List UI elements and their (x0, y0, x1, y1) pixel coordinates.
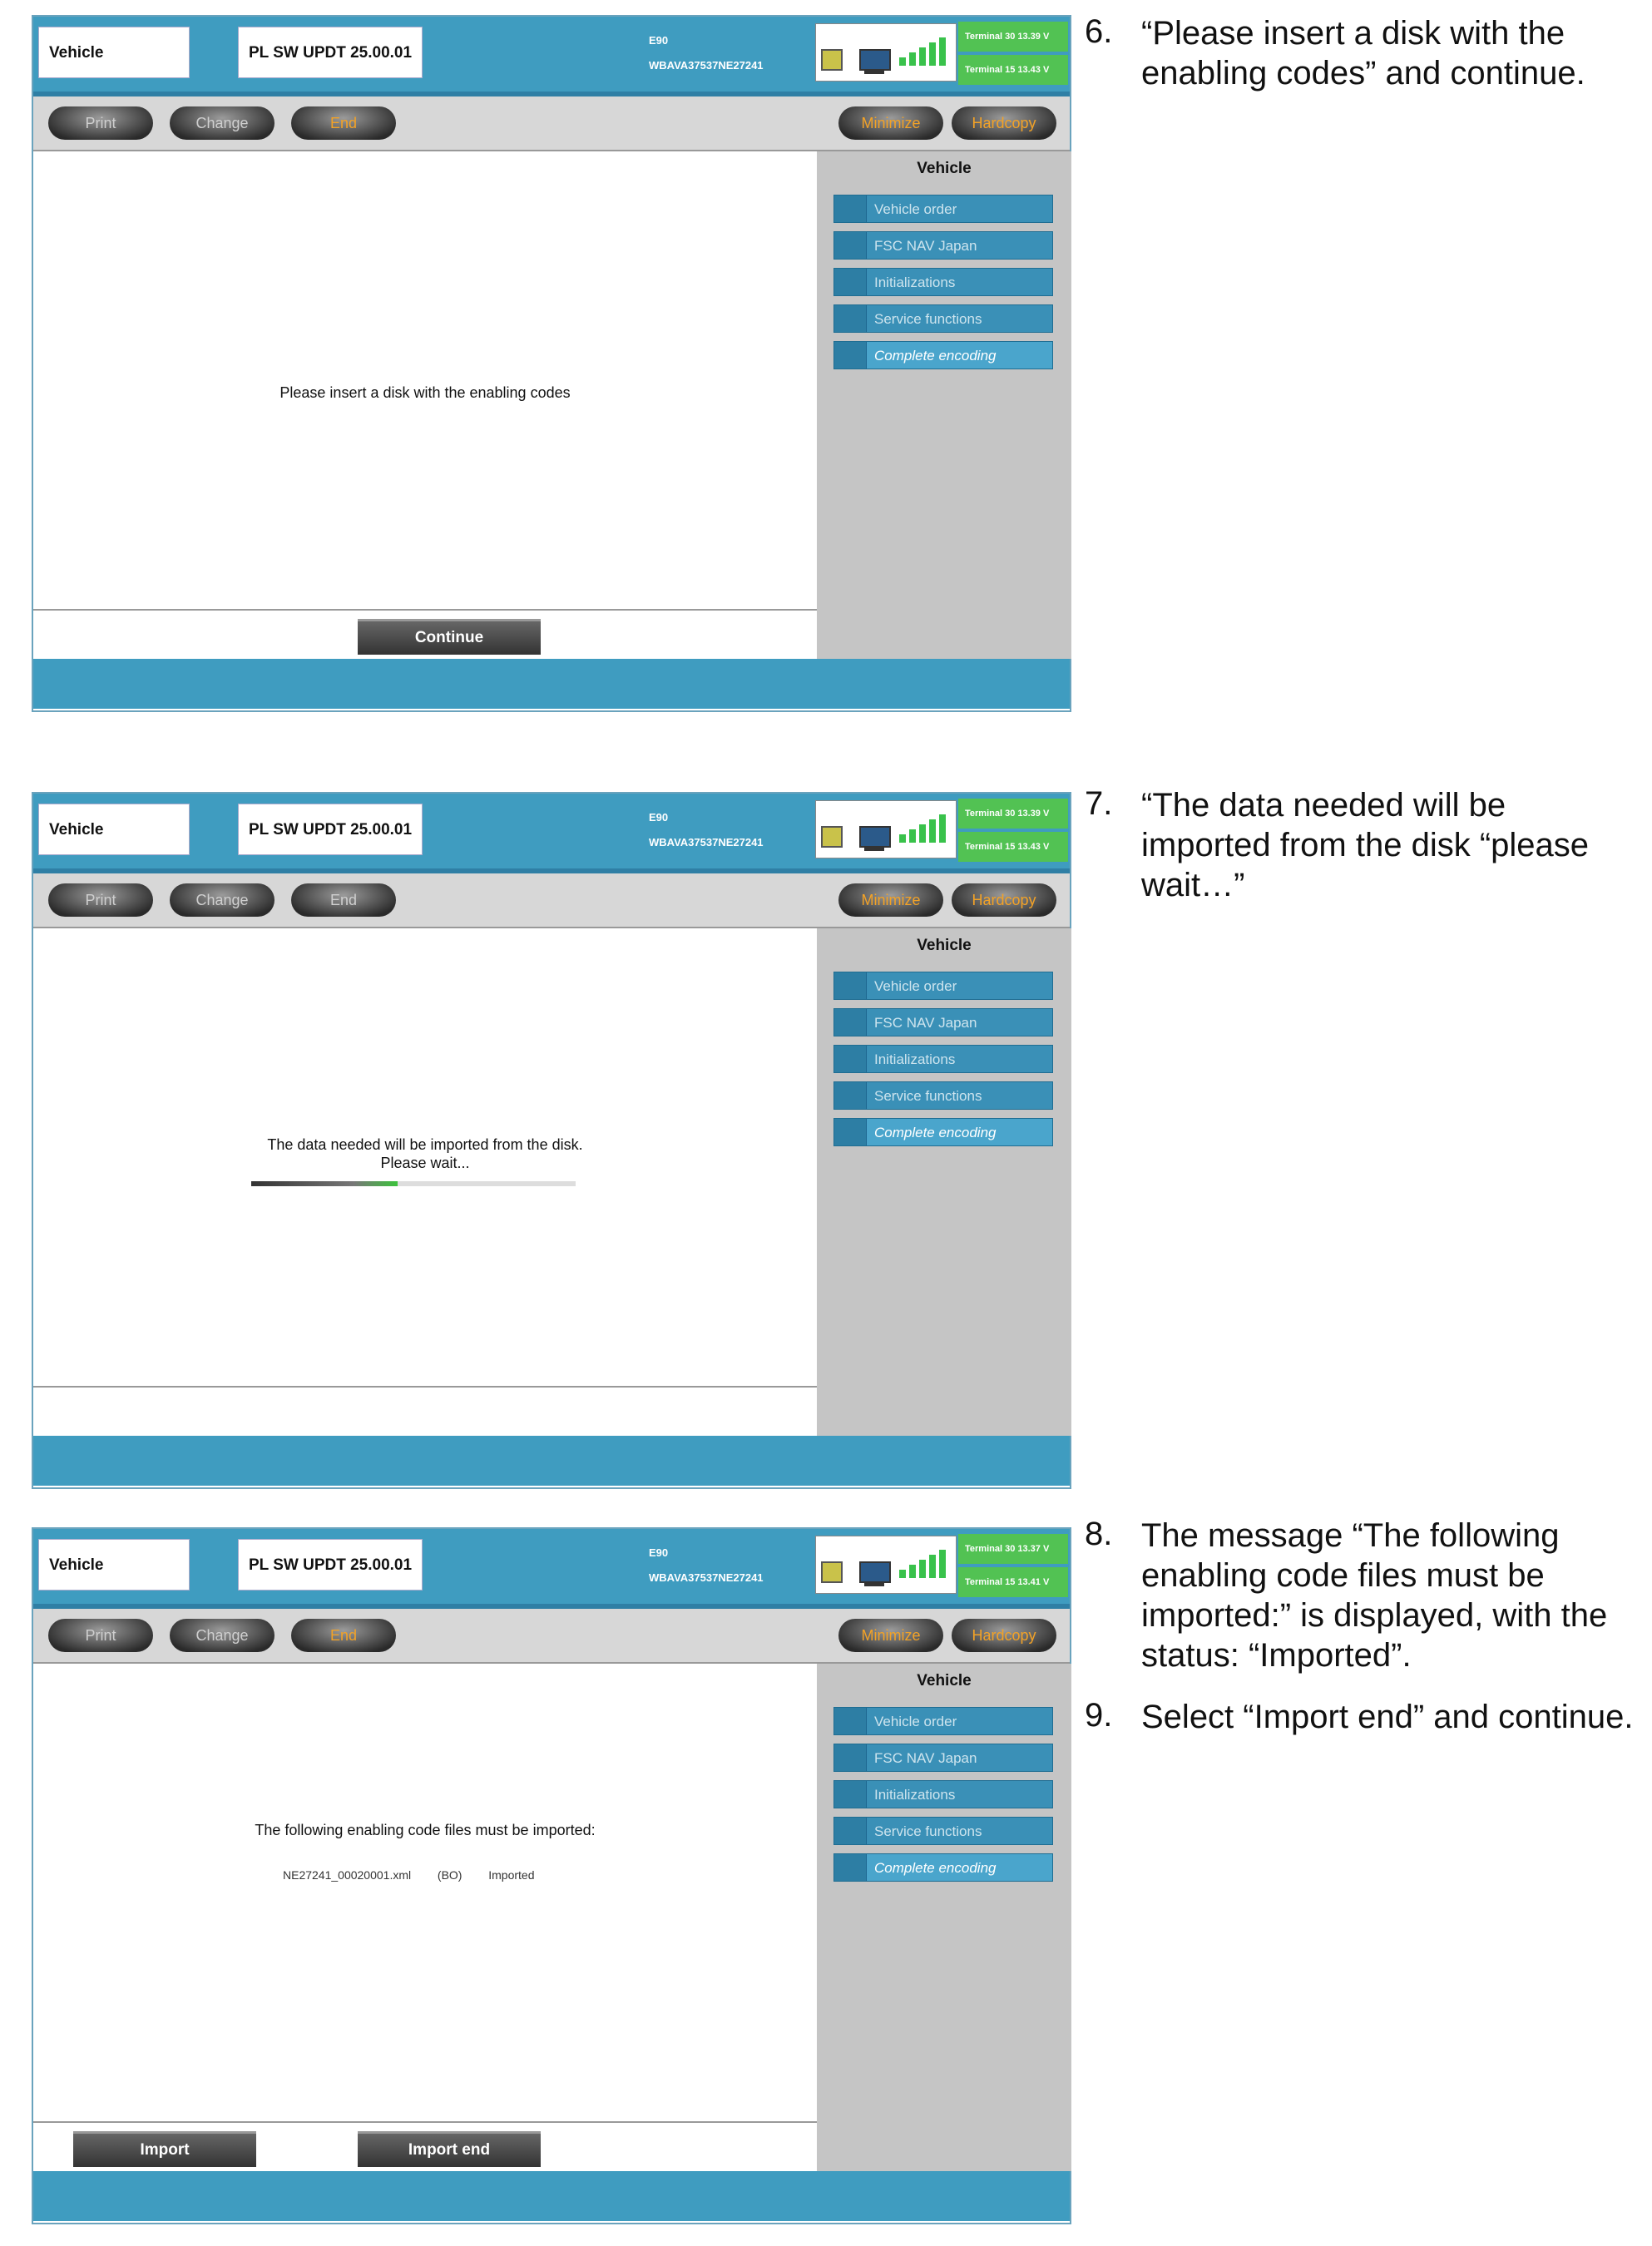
change-button[interactable]: Change (170, 883, 275, 917)
sidebar (817, 151, 1071, 659)
step-7-text: “The data needed will be imported from the disk “please wait…” (1141, 787, 1590, 903)
menu-fsc-nav-japan[interactable]: FSC NAV Japan (833, 231, 1053, 260)
menu-complete-encoding[interactable]: Complete encoding (833, 1853, 1053, 1882)
monitor-stand-icon (864, 1581, 884, 1586)
end-button[interactable]: End (291, 883, 396, 917)
content-area (33, 928, 817, 1436)
terminal-15-voltage: Terminal 15 13.43 V (958, 55, 1068, 85)
content-area (33, 1664, 817, 2171)
step-6-number: 6. (1085, 13, 1113, 50)
import-button[interactable]: Import (73, 2131, 256, 2167)
footer-bar (33, 1436, 1070, 1486)
minimize-button[interactable]: Minimize (838, 883, 943, 917)
button-strip (33, 2121, 817, 2176)
header-bar (33, 1529, 1070, 1609)
sidebar-title: Vehicle (917, 937, 972, 954)
vehicle-label: Vehicle (38, 1539, 190, 1591)
print-button[interactable]: Print (48, 883, 153, 917)
vin: WBAVA37537NE27241 (649, 59, 764, 72)
monitor-stand-icon (864, 846, 884, 851)
vehicle-label: Vehicle (38, 804, 190, 855)
file-name: NE27241_00020001.xml (283, 1868, 412, 1882)
menu-service-functions[interactable]: Service functions (833, 304, 1053, 333)
instruction-message: Please insert a disk with the enabling codes (279, 384, 571, 401)
terminal-voltages (958, 799, 1068, 863)
software-version-label: PL SW UPDT 25.00.01 (238, 27, 423, 78)
signal-strength-icon (899, 1548, 949, 1578)
terminal-voltages (958, 1534, 1068, 1599)
menu-fsc-nav-japan[interactable]: FSC NAV Japan (833, 1008, 1053, 1036)
connection-diagram (815, 1536, 957, 1594)
terminal-30-voltage: Terminal 30 13.37 V (958, 1534, 1068, 1564)
battery-icon (821, 826, 843, 848)
monitor-stand-icon (864, 69, 884, 74)
menu-vehicle-order[interactable]: Vehicle order (833, 195, 1053, 223)
header-bar (33, 794, 1070, 873)
wait-message: Please wait... (380, 1155, 470, 1171)
step-8-number: 8. (1085, 1516, 1113, 1552)
software-version-label: PL SW UPDT 25.00.01 (238, 1539, 423, 1591)
menu-service-functions[interactable]: Service functions (833, 1081, 1053, 1110)
minimize-button[interactable]: Minimize (838, 1619, 943, 1652)
vehicle-info (649, 805, 764, 855)
print-button[interactable]: Print (48, 1619, 153, 1652)
connection-diagram (815, 800, 957, 858)
menu-vehicle-order[interactable]: Vehicle order (833, 1707, 1053, 1735)
menu-service-functions[interactable]: Service functions (833, 1817, 1053, 1845)
battery-icon (821, 49, 843, 71)
vin: WBAVA37537NE27241 (649, 1571, 764, 1584)
sidebar (817, 928, 1071, 1436)
continue-button[interactable]: Continue (358, 619, 541, 655)
menu-fsc-nav-japan[interactable]: FSC NAV Japan (833, 1744, 1053, 1772)
menu-complete-encoding[interactable]: Complete encoding (833, 1118, 1053, 1146)
terminal-voltages (958, 22, 1068, 87)
connection-diagram (815, 23, 957, 82)
button-strip (33, 1386, 817, 1441)
terminal-15-voltage: Terminal 15 13.41 V (958, 1567, 1068, 1597)
step-6-text: “Please insert a disk with the enabling codes” and continue. (1141, 15, 1585, 92)
car-model: E90 (649, 34, 669, 47)
progress-bar (251, 1181, 576, 1186)
battery-icon (821, 1561, 843, 1583)
vehicle-label: Vehicle (38, 27, 190, 78)
end-button[interactable]: End (291, 106, 396, 140)
change-button[interactable]: Change (170, 106, 275, 140)
import-message: The data needed will be imported from the disk. (267, 1136, 583, 1153)
vehicle-info (649, 28, 764, 78)
button-strip (33, 609, 817, 664)
file-status: Imported (488, 1868, 535, 1882)
monitor-icon (859, 1561, 891, 1583)
menu-initializations[interactable]: Initializations (833, 268, 1053, 296)
monitor-icon (859, 826, 891, 848)
toolbar (33, 1609, 1070, 1664)
toolbar (33, 873, 1070, 928)
minimize-button[interactable]: Minimize (838, 106, 943, 140)
print-button[interactable]: Print (48, 106, 153, 140)
menu-initializations[interactable]: Initializations (833, 1045, 1053, 1073)
hardcopy-button[interactable]: Hardcopy (952, 883, 1056, 917)
screenshot-3 (32, 1527, 1071, 2224)
terminal-15-voltage: Terminal 15 13.43 V (958, 832, 1068, 862)
software-version-label: PL SW UPDT 25.00.01 (238, 804, 423, 855)
terminal-30-voltage: Terminal 30 13.39 V (958, 799, 1068, 829)
menu-complete-encoding[interactable]: Complete encoding (833, 341, 1053, 369)
footer-bar (33, 2171, 1070, 2221)
screenshot-1 (32, 15, 1071, 712)
step-7-number: 7. (1085, 785, 1113, 822)
files-message: The following enabling code files must be imported: (255, 1822, 596, 1838)
progress-fill (251, 1181, 398, 1186)
sidebar-title: Vehicle (917, 160, 972, 177)
header-bar (33, 17, 1070, 96)
menu-initializations[interactable]: Initializations (833, 1780, 1053, 1808)
content-area (33, 151, 817, 659)
hardcopy-button[interactable]: Hardcopy (952, 1619, 1056, 1652)
step-8-text: The message “The following enabling code files must be imported:” is displayed, with the status: “Imported”. (1141, 1517, 1608, 1674)
change-button[interactable]: Change (170, 1619, 275, 1652)
vin: WBAVA37537NE27241 (649, 836, 764, 848)
footer-bar (33, 659, 1070, 709)
signal-strength-icon (899, 36, 949, 66)
monitor-icon (859, 49, 891, 71)
car-model: E90 (649, 1546, 669, 1559)
screenshot-2 (32, 792, 1071, 1489)
import-end-button[interactable]: Import end (358, 2131, 541, 2167)
toolbar (33, 96, 1070, 151)
sidebar-title: Vehicle (917, 1672, 972, 1689)
hardcopy-button[interactable]: Hardcopy (952, 106, 1056, 140)
step-9-text: Select “Import end” and continue. (1141, 1699, 1634, 1735)
file-code: (BO) (437, 1868, 462, 1882)
end-button[interactable]: End (291, 1619, 396, 1652)
sidebar (817, 1664, 1071, 2171)
vehicle-info (649, 1541, 764, 1591)
file-row (283, 1868, 535, 1882)
terminal-30-voltage: Terminal 30 13.39 V (958, 22, 1068, 52)
menu-vehicle-order[interactable]: Vehicle order (833, 972, 1053, 1000)
signal-strength-icon (899, 813, 949, 843)
step-9-number: 9. (1085, 1697, 1113, 1734)
car-model: E90 (649, 811, 669, 824)
